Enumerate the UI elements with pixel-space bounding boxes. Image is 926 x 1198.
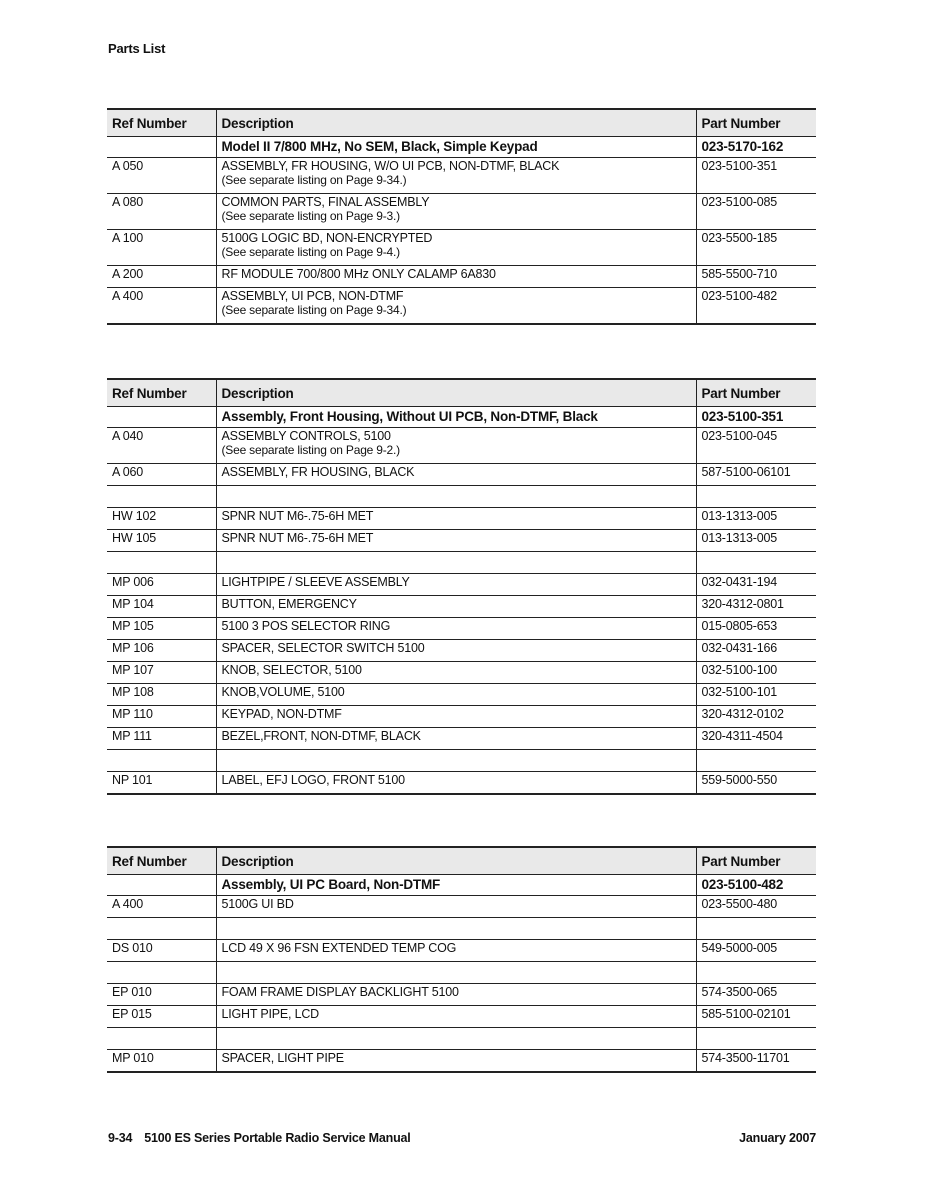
part-number: 015-0805-653 <box>696 618 816 640</box>
assembly-subheader-row <box>107 875 816 896</box>
table-row <box>107 728 816 750</box>
description <box>216 552 696 574</box>
description <box>216 750 696 772</box>
part-number: 574-3500-11701 <box>696 1050 816 1073</box>
ref-number <box>107 1028 216 1050</box>
description-text: LIGHT PIPE, LCD <box>221 1007 319 1021</box>
part-number <box>696 750 816 772</box>
page-header-title: Parts List <box>108 41 166 56</box>
listing-note: (See separate listing on Page 9-34.) <box>221 303 407 317</box>
assembly-subheader-row <box>107 137 816 158</box>
column-header: Description <box>216 109 696 137</box>
ref-number <box>107 750 216 772</box>
ref-number: NP 101 <box>107 772 216 795</box>
description <box>216 706 696 728</box>
table-row <box>107 194 816 230</box>
table-row <box>107 158 816 194</box>
table-row <box>107 266 816 288</box>
assembly-subheader-row <box>107 407 816 428</box>
description <box>216 896 696 918</box>
blank-row <box>107 750 816 772</box>
table-row <box>107 772 816 795</box>
description <box>216 662 696 684</box>
part-number: 320-4312-0102 <box>696 706 816 728</box>
part-number: 032-5100-100 <box>696 662 816 684</box>
ref-number: HW 102 <box>107 508 216 530</box>
manual-title: 5100 ES Series Portable Radio Service Manual <box>144 1131 411 1145</box>
part-number: 023-5500-480 <box>696 896 816 918</box>
subheader-ref <box>107 407 216 428</box>
part-number: 559-5000-550 <box>696 772 816 795</box>
ref-number <box>107 486 216 508</box>
description-text: 5100 3 POS SELECTOR RING <box>221 619 391 633</box>
description <box>216 1028 696 1050</box>
part-number: 032-0431-194 <box>696 574 816 596</box>
page-footer-date: January 2007 <box>739 1131 816 1145</box>
description-text: FOAM FRAME DISPLAY BACKLIGHT 5100 <box>221 985 459 999</box>
description-text: SPACER, SELECTOR SWITCH 5100 <box>221 641 425 655</box>
description <box>216 984 696 1006</box>
table-row <box>107 596 816 618</box>
description-text: BUTTON, EMERGENCY <box>221 597 357 611</box>
description-text: LIGHTPIPE / SLEEVE ASSEMBLY <box>221 575 410 589</box>
table-header-row <box>107 109 816 137</box>
part-number: 013-1313-005 <box>696 530 816 552</box>
table-row <box>107 1006 816 1028</box>
part-number: 023-5500-185 <box>696 230 816 266</box>
table-row <box>107 640 816 662</box>
table-row <box>107 428 816 464</box>
part-number: 023-5100-351 <box>696 158 816 194</box>
ref-number: EP 015 <box>107 1006 216 1028</box>
description <box>216 596 696 618</box>
ref-number: MP 106 <box>107 640 216 662</box>
column-header: Part Number <box>696 847 816 875</box>
table-header-row <box>107 379 816 407</box>
part-number: 023-5100-085 <box>696 194 816 230</box>
table-row <box>107 940 816 962</box>
table-row <box>107 288 816 325</box>
part-number: 032-5100-101 <box>696 684 816 706</box>
part-number: 023-5100-482 <box>696 288 816 325</box>
part-number: 549-5000-005 <box>696 940 816 962</box>
part-number <box>696 552 816 574</box>
description-text: SPNR NUT M6-.75-6H MET <box>221 509 374 523</box>
table-row <box>107 230 816 266</box>
ref-number <box>107 918 216 940</box>
column-header: Ref Number <box>107 847 216 875</box>
part-number: 013-1313-005 <box>696 508 816 530</box>
part-number: 574-3500-065 <box>696 984 816 1006</box>
ref-number: A 200 <box>107 266 216 288</box>
subheader-part-number: 023-5100-351 <box>696 407 816 428</box>
ref-number: MP 111 <box>107 728 216 750</box>
table-row <box>107 706 816 728</box>
parts-table <box>107 846 816 1073</box>
table-row <box>107 896 816 918</box>
description-text: KNOB, SELECTOR, 5100 <box>221 663 362 677</box>
subheader-ref <box>107 137 216 158</box>
blank-row <box>107 486 816 508</box>
description-text: 5100G UI BD <box>221 897 294 911</box>
description-text: ASSEMBLY, FR HOUSING, BLACK <box>221 465 415 479</box>
description <box>216 508 696 530</box>
ref-number: A 060 <box>107 464 216 486</box>
description-text: 5100G LOGIC BD, NON-ENCRYPTED <box>221 231 433 245</box>
part-number <box>696 1028 816 1050</box>
table-row <box>107 684 816 706</box>
table-row <box>107 574 816 596</box>
subheader-description: Assembly, UI PC Board, Non-DTMF <box>216 875 696 896</box>
description <box>216 1006 696 1028</box>
description <box>216 772 696 795</box>
ref-number: MP 006 <box>107 574 216 596</box>
description <box>216 962 696 984</box>
listing-note: (See separate listing on Page 9-2.) <box>221 443 400 457</box>
ref-number: MP 108 <box>107 684 216 706</box>
part-number: 320-4312-0801 <box>696 596 816 618</box>
table-row <box>107 464 816 486</box>
description <box>216 194 696 230</box>
column-header: Description <box>216 379 696 407</box>
table-row <box>107 618 816 640</box>
ref-number: A 100 <box>107 230 216 266</box>
description <box>216 428 696 464</box>
part-number: 032-0431-166 <box>696 640 816 662</box>
part-number: 585-5100-02101 <box>696 1006 816 1028</box>
parts-table <box>107 378 816 795</box>
listing-note: (See separate listing on Page 9-3.) <box>221 209 400 223</box>
part-number: 587-5100-06101 <box>696 464 816 486</box>
part-number <box>696 918 816 940</box>
column-header: Part Number <box>696 109 816 137</box>
description <box>216 640 696 662</box>
ref-number <box>107 962 216 984</box>
ref-number: A 400 <box>107 288 216 325</box>
blank-row <box>107 1028 816 1050</box>
column-header: Ref Number <box>107 109 216 137</box>
subheader-description: Model II 7/800 MHz, No SEM, Black, Simple Keypad <box>216 137 696 158</box>
description-text: LABEL, EFJ LOGO, FRONT 5100 <box>221 773 405 787</box>
description-text: ASSEMBLY, FR HOUSING, W/O UI PCB, NON-DTMF, BLACK <box>221 159 560 173</box>
description-text: ASSEMBLY CONTROLS, 5100 <box>221 429 391 443</box>
ref-number: DS 010 <box>107 940 216 962</box>
description <box>216 158 696 194</box>
part-number <box>696 962 816 984</box>
part-number: 023-5100-045 <box>696 428 816 464</box>
subheader-part-number: 023-5170-162 <box>696 137 816 158</box>
ref-number: HW 105 <box>107 530 216 552</box>
description-text: SPNR NUT M6-.75-6H MET <box>221 531 374 545</box>
description-text: COMMON PARTS, FINAL ASSEMBLY <box>221 195 430 209</box>
page-footer-left <box>108 1131 411 1145</box>
description <box>216 728 696 750</box>
table-header-row <box>107 847 816 875</box>
table-row <box>107 530 816 552</box>
ref-number <box>107 552 216 574</box>
blank-row <box>107 552 816 574</box>
description-text: LCD 49 X 96 FSN EXTENDED TEMP COG <box>221 941 457 955</box>
ref-number: EP 010 <box>107 984 216 1006</box>
blank-row <box>107 962 816 984</box>
ref-number: MP 105 <box>107 618 216 640</box>
description-text: RF MODULE 700/800 MHz ONLY CALAMP 6A830 <box>221 267 496 281</box>
column-header: Ref Number <box>107 379 216 407</box>
description-text: SPACER, LIGHT PIPE <box>221 1051 344 1065</box>
table-row <box>107 662 816 684</box>
description-text: BEZEL,FRONT, NON-DTMF, BLACK <box>221 729 421 743</box>
description <box>216 940 696 962</box>
description-text: ASSEMBLY, UI PCB, NON-DTMF <box>221 289 404 303</box>
ref-number: MP 104 <box>107 596 216 618</box>
column-header: Description <box>216 847 696 875</box>
page-number: 9-34 <box>108 1131 133 1145</box>
description <box>216 266 696 288</box>
listing-note: (See separate listing on Page 9-4.) <box>221 245 400 259</box>
ref-number: A 050 <box>107 158 216 194</box>
description <box>216 1050 696 1073</box>
table-row <box>107 984 816 1006</box>
part-number <box>696 486 816 508</box>
blank-row <box>107 918 816 940</box>
subheader-ref <box>107 875 216 896</box>
description <box>216 486 696 508</box>
part-number: 585-5500-710 <box>696 266 816 288</box>
ref-number: MP 107 <box>107 662 216 684</box>
description <box>216 618 696 640</box>
description <box>216 464 696 486</box>
table-row <box>107 1050 816 1073</box>
ref-number: MP 010 <box>107 1050 216 1073</box>
part-number: 320-4311-4504 <box>696 728 816 750</box>
parts-table <box>107 108 816 325</box>
column-header: Part Number <box>696 379 816 407</box>
ref-number: MP 110 <box>107 706 216 728</box>
subheader-part-number: 023-5100-482 <box>696 875 816 896</box>
subheader-description: Assembly, Front Housing, Without UI PCB, Non-DTMF, Black <box>216 407 696 428</box>
description-text: KEYPAD, NON-DTMF <box>221 707 342 721</box>
description <box>216 574 696 596</box>
description <box>216 918 696 940</box>
description <box>216 288 696 325</box>
ref-number: A 040 <box>107 428 216 464</box>
listing-note: (See separate listing on Page 9-34.) <box>221 173 407 187</box>
description <box>216 684 696 706</box>
description <box>216 530 696 552</box>
description-text: KNOB,VOLUME, 5100 <box>221 685 345 699</box>
ref-number: A 080 <box>107 194 216 230</box>
description <box>216 230 696 266</box>
table-row <box>107 508 816 530</box>
ref-number: A 400 <box>107 896 216 918</box>
